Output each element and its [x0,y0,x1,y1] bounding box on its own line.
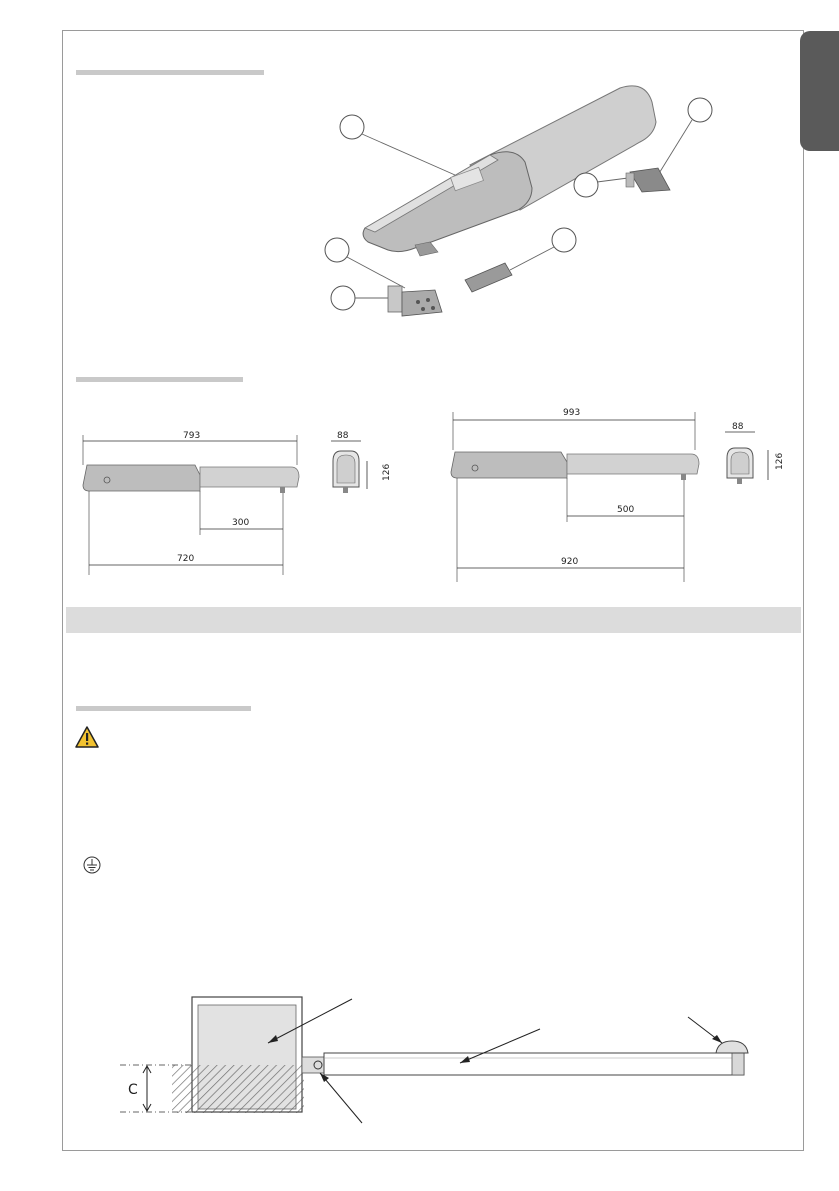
dim-overall-small: 793 [183,431,201,441]
installation-diagram [110,985,770,1130]
section-heading-bar-2 [76,377,243,382]
chapter-band [66,607,801,633]
product-illustration [320,80,720,340]
dim-fix-large: 920 [561,557,579,567]
dimension-drawing-large [443,400,793,590]
warning-icon [75,726,99,748]
dim-stroke-large: 500 [617,505,635,515]
dim-stroke-small: 300 [232,518,250,528]
label-c: C [128,1082,138,1098]
language-tab [800,31,839,151]
dim-fix-small: 720 [177,554,195,564]
section-heading-bar-3 [76,706,251,711]
dim-width-small: 88 [337,431,349,441]
dim-overall-large: 993 [563,408,581,418]
dimension-drawing-small [75,425,395,585]
dim-height-small: 126 [382,463,392,481]
dim-width-large: 88 [732,422,744,432]
section-heading-bar-1 [76,70,264,75]
ground-icon [82,855,102,875]
dim-height-large: 126 [775,452,785,470]
